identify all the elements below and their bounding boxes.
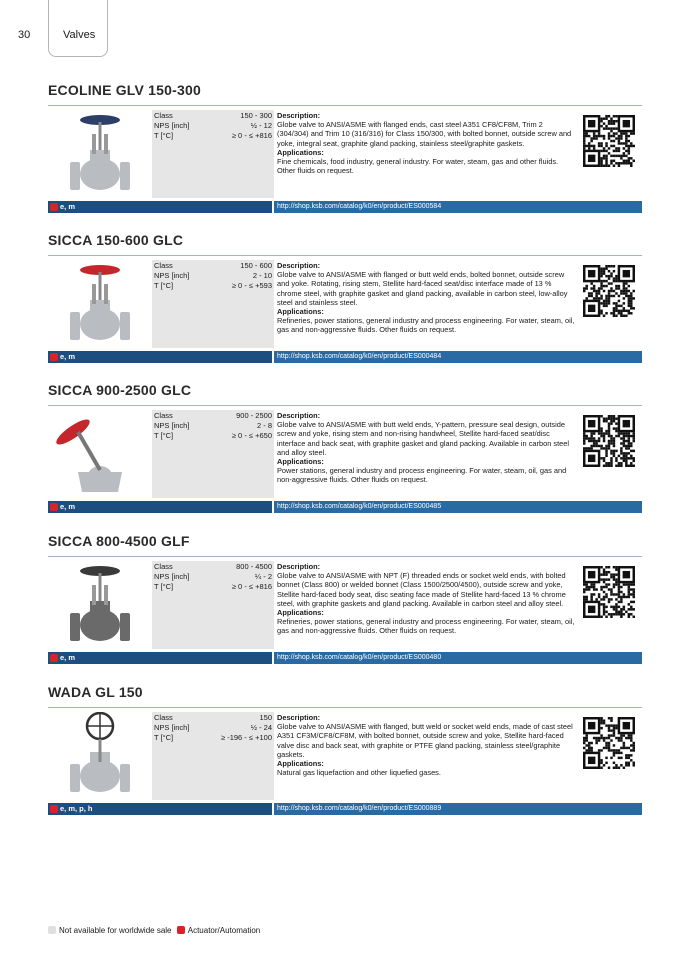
description-text: Globe valve to ANSI/ASME with flanged, butt weld or socket weld ends, made of cast steel A351 CF3M/CF8/CF8M, with bolted bonnet, outside screw and yoke, Stellite hard-faced valve disc and back seat, with graphite or PTFE gland packing, stainless steel/graphite gaskets. bbox=[277, 722, 573, 759]
product-image bbox=[48, 260, 151, 348]
spec-table bbox=[152, 561, 274, 649]
product-link[interactable]: http://shop.ksb.com/catalog/k0/en/product/ES000485 bbox=[277, 503, 442, 510]
product-link[interactable]: http://shop.ksb.com/catalog/k0/en/product/ES000480 bbox=[277, 654, 442, 661]
applications-heading: Applications: bbox=[277, 307, 324, 317]
applications-text: Natural gas liquefaction and other liquefied gases. bbox=[277, 768, 441, 778]
availability-codes: e, m bbox=[60, 352, 76, 361]
spec-table bbox=[152, 712, 274, 800]
spec-value: ≥ 0 - ≤ +816 bbox=[231, 582, 272, 591]
availability-codes: e, m bbox=[60, 502, 76, 511]
description-text: Globe valve to ANSI/ASME with flanged or butt weld ends, bolted bonnet, outside screw and yoke. Rotating, rising stem, Stellite hard-faced seat/disc interface made of 13 % chrome steel, with graphite gasket and gland packing, available in carbon steel, low-alloy steel and stainless steel. bbox=[277, 270, 568, 307]
spec-value: ≥ 0 - ≤ +650 bbox=[231, 431, 272, 440]
product-link-bar bbox=[274, 201, 642, 213]
spec-value: 150 bbox=[259, 713, 272, 722]
product-image bbox=[48, 410, 151, 498]
section-tab bbox=[48, 0, 108, 57]
product-link[interactable]: http://shop.ksb.com/catalog/k0/en/product/ES000584 bbox=[277, 203, 442, 210]
applications-text: Power stations, general industry and process engineering. For water, steam, oil, gas and non-aggressive fluids. Other fluids on request. bbox=[277, 466, 567, 485]
spec-label: T [°C] bbox=[154, 733, 174, 742]
product-footer-bar bbox=[48, 351, 642, 363]
spec-value: ≥ -196 - ≤ +100 bbox=[221, 733, 272, 742]
spec-value: ¼ - 2 bbox=[254, 572, 272, 581]
spec-label: Class bbox=[154, 261, 173, 270]
title-rule bbox=[48, 105, 642, 106]
product-footer-bar bbox=[48, 201, 642, 213]
applications-heading: Applications: bbox=[277, 759, 324, 769]
applications-heading: Applications: bbox=[277, 147, 324, 157]
product-link-bar bbox=[274, 351, 642, 363]
availability-bar bbox=[48, 501, 272, 513]
actuator-marker bbox=[50, 805, 58, 813]
product-title: WADA GL 150 bbox=[48, 684, 143, 700]
title-rule bbox=[48, 556, 642, 557]
actuator-marker bbox=[50, 353, 58, 361]
spec-label: Class bbox=[154, 111, 173, 120]
description-text: Globe valve to ANSI/ASME with flanged ends, cast steel A351 CF8/CF8M, Trim 2 (304/304) and Trim 10 (316/316) for Class 150/300, with bolted bonnet, outside screw and yoke, integral seat, graphite gland packing, stainless steel/graphite gaskets. bbox=[277, 120, 572, 148]
actuator-swatch bbox=[177, 926, 185, 934]
product-entry bbox=[48, 533, 642, 665]
actuator-marker bbox=[50, 654, 58, 662]
description-text: Globe valve to ANSI/ASME with NPT (F) threaded ends or socket weld ends, with bolted bonnet (Class 800) or welded bonnet (Class 1500/2500/4500), outside screw and yoke, Stellite hard-faced body seat, disc seating face made of Stellite hard-faced 13 % chrome steel, with graphite gaskets and gland packing. Available in carbon steel and alloy steel. bbox=[277, 571, 566, 608]
product-title: SICCA 150-600 GLC bbox=[48, 232, 184, 248]
description-heading: Description: bbox=[277, 261, 321, 270]
spec-label: NPS [inch] bbox=[154, 271, 190, 280]
applications-text: Refineries, power stations, general industry and process engineering. For water, steam, oil, gas and non-aggressive fluids. Other fluids on request. bbox=[277, 316, 575, 335]
availability-codes: e, m, p, h bbox=[60, 804, 93, 813]
spec-value: 2 - 8 bbox=[256, 421, 272, 430]
description-block bbox=[277, 562, 575, 636]
legend-actuator: Actuator/Automation bbox=[187, 926, 261, 935]
qr-code[interactable] bbox=[583, 717, 635, 769]
spec-value: ½ - 12 bbox=[250, 121, 272, 130]
product-entry bbox=[48, 684, 642, 816]
product-title: SICCA 900-2500 GLC bbox=[48, 382, 192, 398]
globe-valve-image bbox=[48, 110, 151, 198]
spec-value: 2 - 10 bbox=[252, 271, 272, 280]
description-block bbox=[277, 261, 575, 335]
spec-label: NPS [inch] bbox=[154, 421, 190, 430]
spec-label: T [°C] bbox=[154, 582, 174, 591]
qr-code[interactable] bbox=[583, 265, 635, 317]
spec-table bbox=[152, 260, 274, 348]
title-rule bbox=[48, 255, 642, 256]
product-title: ECOLINE GLV 150-300 bbox=[48, 82, 201, 98]
availability-bar bbox=[48, 803, 272, 815]
description-heading: Description: bbox=[277, 562, 321, 571]
product-footer-bar bbox=[48, 501, 642, 513]
spec-value: ½ - 24 bbox=[250, 723, 272, 732]
qr-code[interactable] bbox=[583, 115, 635, 167]
spec-label: Class bbox=[154, 411, 173, 420]
spec-value: ≥ 0 - ≤ +593 bbox=[231, 281, 272, 290]
spec-value: 900 - 2500 bbox=[236, 411, 272, 420]
applications-text: Refineries, power stations, general industry and process engineering. For water, steam, oil, gas and non-aggressive fluids. Other fluids on request. bbox=[277, 617, 575, 636]
qr-code[interactable] bbox=[583, 415, 635, 467]
product-link-bar bbox=[274, 652, 642, 664]
description-text: Globe valve to ANSI/ASME with butt weld ends, Y-pattern, pressure seal design, outside screw and yoke, rising stem and non-rising handwheel, Stellite hard-faced seat/disc interface and back seat, with graphite gasket and gland packing. Available in carbon steel and alloy steel. bbox=[277, 420, 569, 457]
title-rule bbox=[48, 707, 642, 708]
spec-label: NPS [inch] bbox=[154, 121, 190, 130]
not-available-swatch bbox=[48, 926, 56, 934]
qr-code[interactable] bbox=[583, 566, 635, 618]
availability-codes: e, m bbox=[60, 202, 76, 211]
product-footer-bar bbox=[48, 652, 642, 664]
product-link-bar bbox=[274, 501, 642, 513]
product-footer-bar bbox=[48, 803, 642, 815]
spec-label: T [°C] bbox=[154, 131, 174, 140]
availability-bar bbox=[48, 652, 272, 664]
applications-heading: Applications: bbox=[277, 457, 324, 467]
description-heading: Description: bbox=[277, 411, 321, 420]
spec-label: T [°C] bbox=[154, 431, 174, 440]
product-title: SICCA 800-4500 GLF bbox=[48, 533, 190, 549]
spec-table bbox=[152, 410, 274, 498]
globe-valve-image bbox=[48, 712, 151, 800]
description-block bbox=[277, 111, 575, 175]
page-number: 30 bbox=[18, 29, 31, 41]
spec-value: 150 - 600 bbox=[240, 261, 272, 270]
title-rule bbox=[48, 405, 642, 406]
spec-label: Class bbox=[154, 713, 173, 722]
product-image bbox=[48, 561, 151, 649]
description-heading: Description: bbox=[277, 111, 321, 120]
applications-text: Fine chemicals, food industry, general industry. For water, steam, gas and other fluids. Other fluids on request. bbox=[277, 157, 559, 176]
product-link-bar bbox=[274, 803, 642, 815]
description-heading: Description: bbox=[277, 713, 321, 722]
product-entry bbox=[48, 232, 642, 364]
spec-value: ≥ 0 - ≤ +816 bbox=[231, 131, 272, 140]
actuator-marker bbox=[50, 503, 58, 511]
legend-not-available: Not available for worldwide sale bbox=[59, 926, 172, 935]
legend bbox=[48, 926, 260, 936]
spec-value: 150 - 300 bbox=[240, 111, 272, 120]
spec-label: T [°C] bbox=[154, 281, 174, 290]
applications-heading: Applications: bbox=[277, 608, 324, 618]
spec-label: Class bbox=[154, 562, 173, 571]
availability-bar bbox=[48, 201, 272, 213]
section-name: Valves bbox=[63, 29, 96, 41]
description-block bbox=[277, 713, 575, 777]
actuator-marker bbox=[50, 203, 58, 211]
availability-bar bbox=[48, 351, 272, 363]
globe-valve-image bbox=[48, 260, 151, 348]
product-entry bbox=[48, 82, 642, 214]
spec-label: NPS [inch] bbox=[154, 572, 190, 581]
product-link[interactable]: http://shop.ksb.com/catalog/k0/en/product/ES000484 bbox=[277, 353, 442, 360]
spec-label: NPS [inch] bbox=[154, 723, 190, 732]
product-entry bbox=[48, 382, 642, 514]
page-header bbox=[0, 0, 697, 60]
description-block bbox=[277, 411, 575, 485]
globe-valve-image bbox=[48, 561, 151, 649]
product-link[interactable]: http://shop.ksb.com/catalog/k0/en/product/ES000889 bbox=[277, 805, 442, 812]
spec-table bbox=[152, 110, 274, 198]
availability-codes: e, m bbox=[60, 653, 76, 662]
globe-valve-image bbox=[48, 410, 151, 498]
product-image bbox=[48, 110, 151, 198]
spec-value: 800 - 4500 bbox=[236, 562, 272, 571]
product-image bbox=[48, 712, 151, 800]
